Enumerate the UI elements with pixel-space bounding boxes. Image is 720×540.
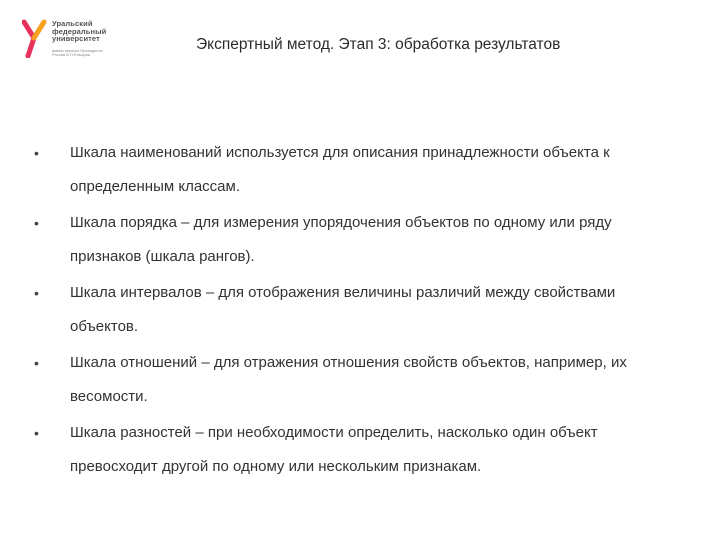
list-item: [34, 416, 684, 484]
university-logo: [22, 18, 132, 62]
list-item: [34, 206, 684, 274]
list-item: [34, 136, 684, 204]
logo-line: федеральный: [52, 26, 107, 36]
slide-title: Экспертный метод. Этап 3: обработка результатов: [196, 36, 561, 53]
list-item-text: Шкала интервалов – для отображения величины различий между свойствами объектов.: [70, 284, 616, 335]
logo-wordmark: [52, 20, 106, 43]
logo-sub-line: России Б.Н.Ельцина: [52, 52, 91, 58]
bullet-marker: •: [34, 145, 39, 161]
bullet-marker: •: [34, 425, 39, 441]
bullet-marker: •: [34, 285, 39, 301]
bullet-list: [34, 136, 684, 486]
list-item: [34, 276, 684, 344]
logo-line: Уральский: [52, 19, 93, 28]
logo-line: университет: [52, 34, 100, 44]
logo-sub-line: имени первого Президента: [52, 48, 103, 53]
list-item-text: Шкала отношений – для отражения отношения свойств объектов, например, их весомости.: [70, 354, 627, 405]
list-item-text: Шкала порядка – для измерения упорядочения объектов по одному или ряду признаков (шкала рангов).: [70, 214, 612, 265]
bullet-marker: •: [34, 355, 39, 371]
ural-university-logo-icon: [22, 18, 48, 58]
logo-subtitle: [52, 49, 134, 58]
bullet-marker: •: [34, 215, 39, 231]
list-item-text: Шкала наименований используется для описания принадлежности объекта к определенным классам.: [70, 144, 610, 195]
list-item: [34, 346, 684, 414]
list-item-text: Шкала разностей – при необходимости определить, насколько один объект превосходит другой по одному или нескольким признакам.: [70, 424, 598, 475]
